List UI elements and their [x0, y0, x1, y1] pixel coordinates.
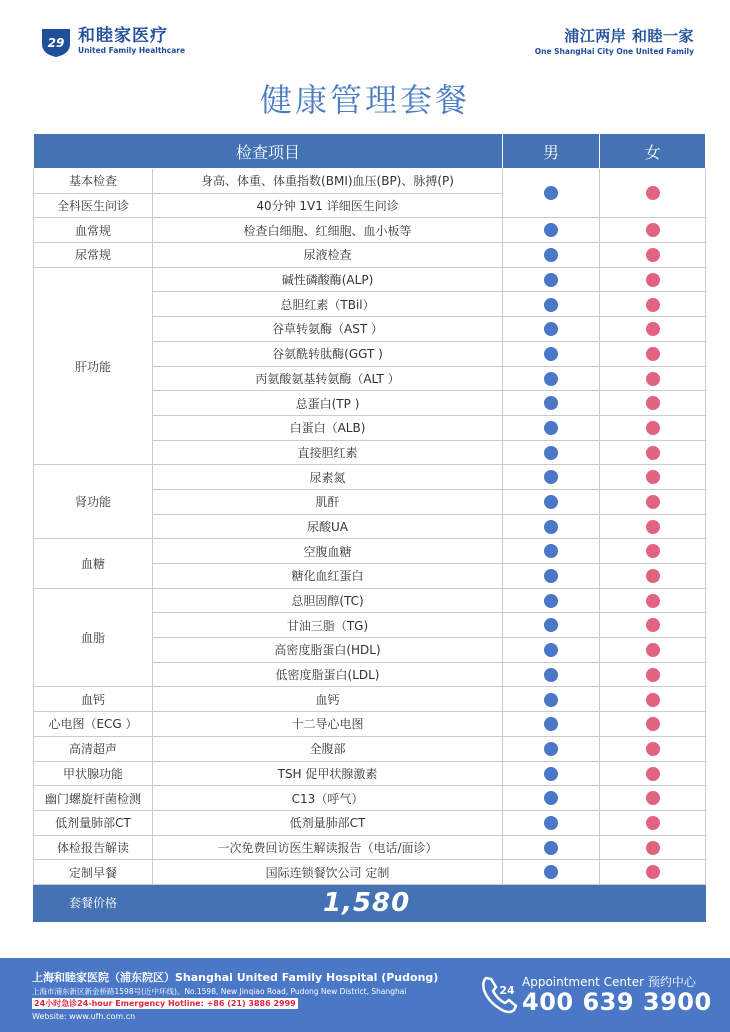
male-included-cell	[503, 761, 600, 786]
category-cell: 体检报告解读	[34, 835, 153, 860]
female-included-cell	[600, 292, 706, 317]
female-included-dot-icon	[646, 865, 660, 879]
female-included-dot-icon	[646, 273, 660, 287]
detail-cell: 高密度脂蛋白(HDL)	[153, 638, 503, 663]
detail-cell: 碱性磷酸酶(ALP)	[153, 267, 503, 292]
detail-cell: 尿液检查	[153, 243, 503, 268]
female-included-dot-icon	[646, 421, 660, 435]
category-cell: 肝功能	[34, 267, 153, 465]
male-included-dot-icon	[544, 298, 558, 312]
category-cell: 基本检查	[34, 169, 153, 194]
female-included-cell	[600, 489, 706, 514]
column-header-male: 男	[503, 134, 600, 169]
female-included-cell	[600, 366, 706, 391]
male-included-cell	[503, 564, 600, 589]
female-included-dot-icon	[646, 594, 660, 608]
male-included-dot-icon	[544, 643, 558, 657]
male-included-dot-icon	[544, 693, 558, 707]
male-included-cell	[503, 267, 600, 292]
female-included-dot-icon	[646, 841, 660, 855]
female-included-dot-icon	[646, 186, 660, 200]
logo-english-name: United Family Healthcare	[78, 46, 186, 55]
female-included-cell	[600, 662, 706, 687]
female-included-cell	[600, 539, 706, 564]
female-included-cell	[600, 835, 706, 860]
page-title: 健康管理套餐	[259, 81, 470, 119]
table-row	[34, 761, 706, 786]
table-row	[34, 786, 706, 811]
female-included-cell	[600, 860, 706, 885]
female-included-dot-icon	[646, 544, 660, 558]
female-included-dot-icon	[646, 643, 660, 657]
female-included-cell	[600, 415, 706, 440]
detail-cell: 十二导心电图	[153, 712, 503, 737]
female-included-dot-icon	[646, 322, 660, 336]
male-included-cell	[503, 786, 600, 811]
table-row	[34, 243, 706, 268]
category-cell: 肾功能	[34, 465, 153, 539]
male-included-cell	[503, 539, 600, 564]
detail-cell: 肌酐	[153, 489, 503, 514]
male-included-cell	[503, 317, 600, 342]
female-included-cell	[600, 613, 706, 638]
male-included-cell	[503, 489, 600, 514]
appointment-phone-number: 400 639 3900	[522, 988, 712, 1016]
price-value-cell	[153, 884, 706, 921]
price-label: 套餐价格	[34, 884, 153, 921]
female-included-dot-icon	[646, 248, 660, 262]
category-cell: 幽门螺旋杆菌检测	[34, 786, 153, 811]
female-included-dot-icon	[646, 470, 660, 484]
male-included-dot-icon	[544, 421, 558, 435]
column-header-female: 女	[600, 134, 706, 169]
male-included-cell	[503, 638, 600, 663]
ufh-logo	[38, 26, 185, 58]
male-included-dot-icon	[544, 223, 558, 237]
category-cell: 血常规	[34, 218, 153, 243]
price-row	[34, 884, 706, 921]
male-included-dot-icon	[544, 520, 558, 534]
table-row	[34, 860, 706, 885]
detail-cell: 糖化血红蛋白	[153, 564, 503, 589]
category-cell: 血钙	[34, 687, 153, 712]
male-included-dot-icon	[544, 668, 558, 682]
male-included-dot-icon	[544, 495, 558, 509]
page-header	[0, 0, 730, 80]
male-included-cell	[503, 366, 600, 391]
detail-cell: C13（呼气）	[153, 786, 503, 811]
female-included-cell	[600, 267, 706, 292]
male-included-dot-icon	[544, 767, 558, 781]
category-cell: 血糖	[34, 539, 153, 588]
male-included-cell	[503, 613, 600, 638]
male-included-dot-icon	[544, 446, 558, 460]
website: Website: www.ufh.com.cn	[32, 1012, 136, 1021]
male-included-dot-icon	[544, 816, 558, 830]
female-included-dot-icon	[646, 569, 660, 583]
female-included-dot-icon	[646, 298, 660, 312]
female-included-dot-icon	[646, 742, 660, 756]
category-cell: 高清超声	[34, 736, 153, 761]
male-included-cell	[503, 810, 600, 835]
male-included-dot-icon	[544, 396, 558, 410]
female-included-cell	[600, 810, 706, 835]
detail-cell: 甘油三脂（TG)	[153, 613, 503, 638]
package-table	[33, 133, 706, 922]
detail-cell: 全腹部	[153, 736, 503, 761]
male-included-dot-icon	[544, 347, 558, 361]
female-included-dot-icon	[646, 618, 660, 632]
category-cell: 血脂	[34, 588, 153, 687]
phone-24-icon	[478, 972, 522, 1016]
detail-cell: 尿素氮	[153, 465, 503, 490]
table-row	[34, 736, 706, 761]
category-cell: 低剂量肺部CT	[34, 810, 153, 835]
table-row	[34, 465, 706, 490]
male-included-dot-icon	[544, 717, 558, 731]
logo-chinese-name: 和睦家医疗	[78, 26, 168, 46]
phone-icon-text: 24	[499, 984, 515, 997]
detail-cell: 丙氨酸氨基转氨酶（ALT ）	[153, 366, 503, 391]
female-included-cell	[600, 341, 706, 366]
detail-cell: 检查白细胞、红细胞、血小板等	[153, 218, 503, 243]
male-included-dot-icon	[544, 841, 558, 855]
table-row	[34, 588, 706, 613]
page-footer	[0, 958, 730, 1032]
male-included-dot-icon	[544, 865, 558, 879]
male-included-cell	[503, 292, 600, 317]
ufh-logo-icon	[38, 26, 74, 58]
detail-cell: 身高、体重、体重指数(BMI)血压(BP)、脉搏(P)	[153, 169, 503, 194]
female-included-cell	[600, 169, 706, 218]
price-value: 1,580	[323, 887, 411, 918]
female-included-cell	[600, 588, 706, 613]
female-included-cell	[600, 218, 706, 243]
column-header-item: 检查项目	[34, 134, 503, 169]
male-included-dot-icon	[544, 569, 558, 583]
table-row	[34, 712, 706, 737]
detail-cell: 直接胆红素	[153, 440, 503, 465]
table-row	[34, 810, 706, 835]
male-included-cell	[503, 415, 600, 440]
male-included-cell	[503, 465, 600, 490]
slogan	[535, 26, 694, 58]
male-included-dot-icon	[544, 273, 558, 287]
detail-cell: 低密度脂蛋白(LDL)	[153, 662, 503, 687]
detail-cell: 总胆红素（TBil）	[153, 292, 503, 317]
female-included-dot-icon	[646, 347, 660, 361]
hospital-name: 上海和睦家医院（浦东院区）Shanghai United Family Hospital (Pudong)	[32, 971, 439, 984]
detail-cell: 总蛋白(TP )	[153, 391, 503, 416]
female-included-dot-icon	[646, 668, 660, 682]
female-included-cell	[600, 761, 706, 786]
detail-cell: 谷草转氨酶（AST ）	[153, 317, 503, 342]
female-included-cell	[600, 391, 706, 416]
detail-cell: 空腹血糖	[153, 539, 503, 564]
female-included-dot-icon	[646, 520, 660, 534]
detail-cell: 尿酸UA	[153, 514, 503, 539]
male-included-dot-icon	[544, 791, 558, 805]
category-cell: 尿常规	[34, 243, 153, 268]
table-row	[34, 687, 706, 712]
male-included-cell	[503, 588, 600, 613]
detail-cell: 血钙	[153, 687, 503, 712]
table-row	[34, 267, 706, 292]
hospital-address: 上海市浦东新区新金桥路1598号(近中环线)。No.1598, New Jinqiao Road, Pudong New District, Shanghai	[32, 987, 407, 996]
table-row	[34, 539, 706, 564]
female-included-dot-icon	[646, 446, 660, 460]
slogan-chinese: 浦江两岸 和睦一家	[564, 27, 694, 45]
table-row	[34, 835, 706, 860]
male-included-cell	[503, 514, 600, 539]
detail-cell: 40分钟 1V1 详细医生问诊	[153, 193, 503, 218]
female-included-cell	[600, 317, 706, 342]
category-cell: 定制早餐	[34, 860, 153, 885]
female-included-cell	[600, 638, 706, 663]
detail-cell: TSH 促甲状腺激素	[153, 761, 503, 786]
male-included-dot-icon	[544, 470, 558, 484]
female-included-cell	[600, 514, 706, 539]
male-included-cell	[503, 687, 600, 712]
male-included-cell	[503, 860, 600, 885]
female-included-dot-icon	[646, 693, 660, 707]
male-included-dot-icon	[544, 742, 558, 756]
male-included-cell	[503, 218, 600, 243]
female-included-dot-icon	[646, 372, 660, 386]
female-included-dot-icon	[646, 791, 660, 805]
male-included-cell	[503, 440, 600, 465]
category-cell: 全科医生问诊	[34, 193, 153, 218]
male-included-dot-icon	[544, 322, 558, 336]
table-header-row	[34, 134, 706, 169]
detail-cell: 一次免费回访医生解读报告（电话/面诊）	[153, 835, 503, 860]
female-included-cell	[600, 243, 706, 268]
detail-cell: 谷氨酰转肽酶(GGT )	[153, 341, 503, 366]
female-included-cell	[600, 687, 706, 712]
female-included-dot-icon	[646, 717, 660, 731]
female-included-dot-icon	[646, 816, 660, 830]
table-row	[34, 218, 706, 243]
male-included-cell	[503, 736, 600, 761]
detail-cell: 国际连锁餐饮公司 定制	[153, 860, 503, 885]
detail-cell: 低剂量肺部CT	[153, 810, 503, 835]
female-included-cell	[600, 712, 706, 737]
detail-cell: 白蛋白（ALB)	[153, 415, 503, 440]
category-cell: 甲状腺功能	[34, 761, 153, 786]
female-included-dot-icon	[646, 223, 660, 237]
detail-cell: 总胆固醇(TC)	[153, 588, 503, 613]
emergency-hotline: 24小时急诊24-hour Emergency Hotline: +86 (21) 3886 2999	[34, 999, 296, 1008]
male-included-cell	[503, 341, 600, 366]
male-included-cell	[503, 391, 600, 416]
female-included-dot-icon	[646, 767, 660, 781]
appointment-center-label: Appointment Center 预约中心	[522, 975, 696, 989]
table-row	[34, 169, 706, 194]
male-included-cell	[503, 712, 600, 737]
female-included-dot-icon	[646, 495, 660, 509]
male-included-dot-icon	[544, 544, 558, 558]
male-included-cell	[503, 243, 600, 268]
slogan-english: One ShangHai City One United Family	[534, 47, 694, 56]
male-included-cell	[503, 662, 600, 687]
male-included-dot-icon	[544, 594, 558, 608]
male-included-dot-icon	[544, 186, 558, 200]
svg-text:29: 29	[47, 36, 65, 50]
female-included-cell	[600, 736, 706, 761]
female-included-cell	[600, 786, 706, 811]
category-cell: 心电图（ECG ）	[34, 712, 153, 737]
male-included-cell	[503, 835, 600, 860]
female-included-cell	[600, 465, 706, 490]
male-included-cell	[503, 169, 600, 218]
female-included-cell	[600, 440, 706, 465]
female-included-cell	[600, 564, 706, 589]
male-included-dot-icon	[544, 372, 558, 386]
male-included-dot-icon	[544, 618, 558, 632]
male-included-dot-icon	[544, 248, 558, 262]
female-included-dot-icon	[646, 396, 660, 410]
